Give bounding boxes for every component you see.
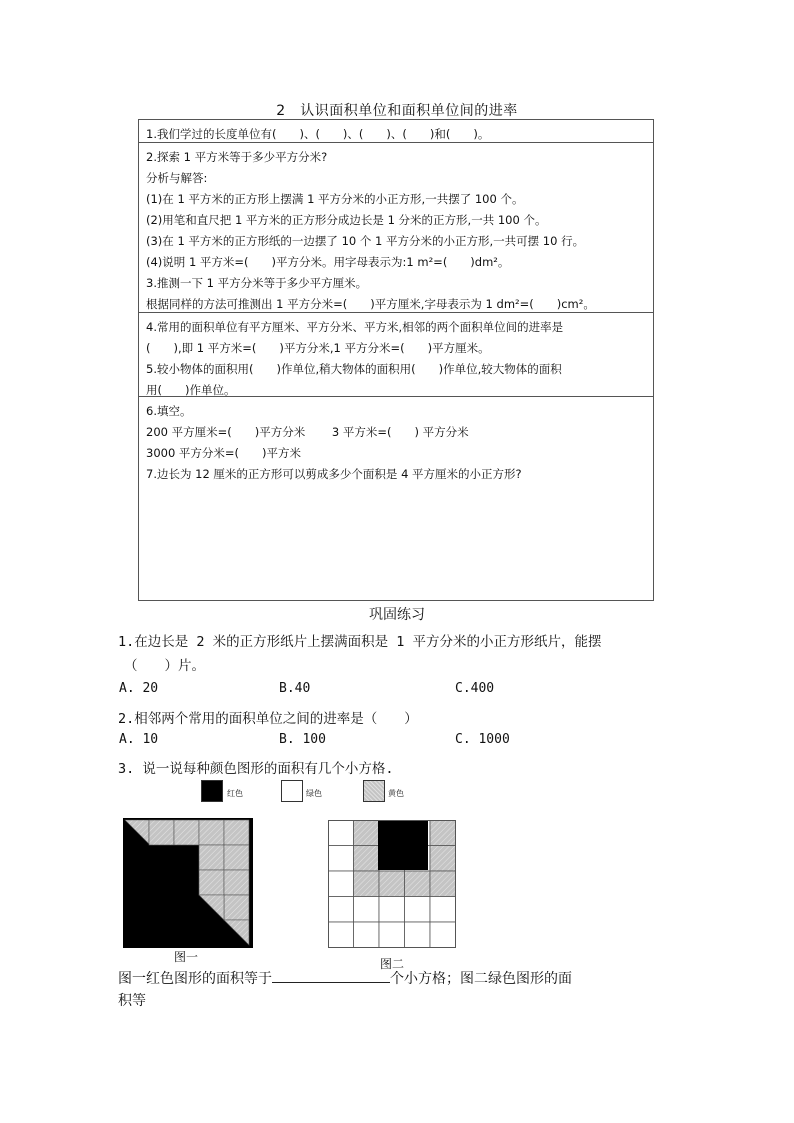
fig1-yellow-cell [224, 820, 249, 845]
section-fill-blanks [139, 397, 653, 600]
legend-green-swatch [281, 780, 303, 802]
fig2-green-cell [354, 897, 380, 923]
q1-option-c: C.400 [455, 681, 495, 696]
question-1: 1.我们学过的长度单位有( )、( )、( )、( )和( )。 [146, 127, 490, 141]
q2-option-a: A. 10 [119, 732, 159, 747]
practice-title: 巩固练习 [369, 607, 425, 623]
fig1-yellow-cell [174, 820, 199, 845]
fig2-green-cell [328, 846, 354, 872]
fig2-yellow-cell [430, 846, 456, 872]
analysis-step-3: (3)在 1 平方米的正方形纸的一边摆了 10 个 1 平方分米的小正方形,一共可摆 10 行。 [146, 234, 585, 248]
analysis-step-2: (2)用笔和直尺把 1 平方米的正方形分成边长是 1 分米的正方形,一共 100 个。 [146, 213, 547, 227]
fig1-yellow-cell [199, 820, 224, 845]
fig1-yellow-cell [149, 820, 174, 845]
question-7: 7.边长为 12 厘米的正方形可以剪成多少个面积是 4 平方厘米的小正方形? [146, 467, 522, 481]
figure-2-grid [328, 820, 456, 948]
fig2-red-block [378, 820, 428, 870]
fig2-yellow-cell [430, 871, 456, 897]
practice-question-1-line-2: （ ）片。 [124, 658, 205, 674]
figure-1-grid [123, 818, 253, 948]
fig2-green-cell [328, 871, 354, 897]
fig2-green-cell [430, 922, 456, 948]
fig2-green-cell [405, 897, 431, 923]
answer-prompt-line-1 [118, 968, 678, 990]
question-3-method: 根据同样的方法可推测出 1 平方分米=( )平方厘米,字母表示为 1 dm²=( )cm²。 [146, 297, 595, 311]
fig2-yellow-cell [354, 871, 380, 897]
figure-1-label: 图一 [174, 950, 199, 964]
answer-blank[interactable] [272, 968, 390, 983]
fig1-yellow-cell [199, 870, 224, 895]
practice-question-2: 2.相邻两个常用的面积单位之间的进率是（ ） [118, 711, 418, 727]
legend-yellow-label: 黄色 [388, 789, 404, 798]
fig1-yellow-cell [224, 870, 249, 895]
fig2-green-cell [354, 922, 380, 948]
legend-green-label: 绿色 [306, 789, 322, 798]
question-4-line-1: 4.常用的面积单位有平方厘米、平方分米、平方米,相邻的两个面积单位间的进率是 [146, 320, 564, 334]
section-common-units [139, 313, 653, 397]
answer-text-part-1: 图一红色图形的面积等于 [118, 971, 272, 987]
fig2-yellow-cell [354, 820, 380, 846]
question-6: 6.填空。 [146, 404, 192, 418]
q2-option-c: C. 1000 [455, 732, 510, 747]
q2-option-b: B. 100 [279, 732, 326, 747]
fig1-yellow-cell [224, 845, 249, 870]
analysis-step-4: (4)说明 1 平方米=( )平方分米。用字母表示为:1 m²=( )dm²。 [146, 255, 510, 269]
practice-question-1-line-1: 1.在边长是 2 米的正方形纸片上摆满面积是 1 平方分米的小正方形纸片，能摆 [118, 634, 602, 650]
fig2-green-cell [379, 922, 405, 948]
fig2-yellow-cell [405, 871, 431, 897]
section-length-units [139, 120, 653, 143]
question-4-line-2: ( ),即 1 平方米=( )平方分米,1 平方分米=( )平方厘米。 [146, 341, 490, 355]
q1-option-b: B.40 [279, 681, 311, 696]
section-explore [139, 143, 653, 313]
legend-yellow-swatch [363, 780, 385, 802]
answer-text-part-2: 个小方格；图二绿色图形的面 [390, 971, 572, 987]
fig2-green-cell [430, 897, 456, 923]
question-5-line-2: 用( )作单位。 [146, 383, 236, 397]
fig2-green-cell [405, 922, 431, 948]
fig2-green-cell [328, 820, 354, 846]
worksheet-title: 2 认识面积单位和面积单位间的进率 [276, 103, 518, 119]
practice-question-3: 3. 说一说每种颜色图形的面积有几个小方格. [118, 761, 394, 777]
question-6-row-2: 3000 平方分米=( )平方米 [146, 446, 302, 460]
fig2-green-cell [328, 922, 354, 948]
fig2-yellow-cell [354, 846, 380, 872]
fig1-yellow-cell [199, 845, 224, 870]
question-5-line-1: 5.较小物体的面积用( )作单位,稍大物体的面积用( )作单位,较大物体的面积 [146, 362, 562, 376]
figure-2-label: 图二 [380, 957, 405, 971]
q1-option-a: A. 20 [119, 681, 159, 696]
worksheet-table [138, 119, 654, 601]
question-2: 2.探索 1 平方米等于多少平方分米? [146, 150, 328, 164]
answer-prompt-line-2: 积等 [118, 993, 146, 1009]
fig2-yellow-cell [430, 820, 456, 846]
question-6-row-1: 200 平方厘米=( )平方分米 3 平方米=( ) 平方分米 [146, 425, 469, 439]
fig2-green-cell [328, 897, 354, 923]
legend-red-swatch [201, 780, 223, 802]
question-3: 3.推测一下 1 平方分米等于多少平方厘米。 [146, 276, 368, 290]
analysis-heading: 分析与解答: [146, 171, 208, 185]
fig2-green-cell [379, 897, 405, 923]
analysis-step-1: (1)在 1 平方米的正方形上摆满 1 平方分米的小正方形,一共摆了 100 个。 [146, 192, 524, 206]
fig2-yellow-cell [379, 871, 405, 897]
legend-red-label: 红色 [227, 789, 243, 798]
fig1-yellow-cell [224, 895, 249, 920]
